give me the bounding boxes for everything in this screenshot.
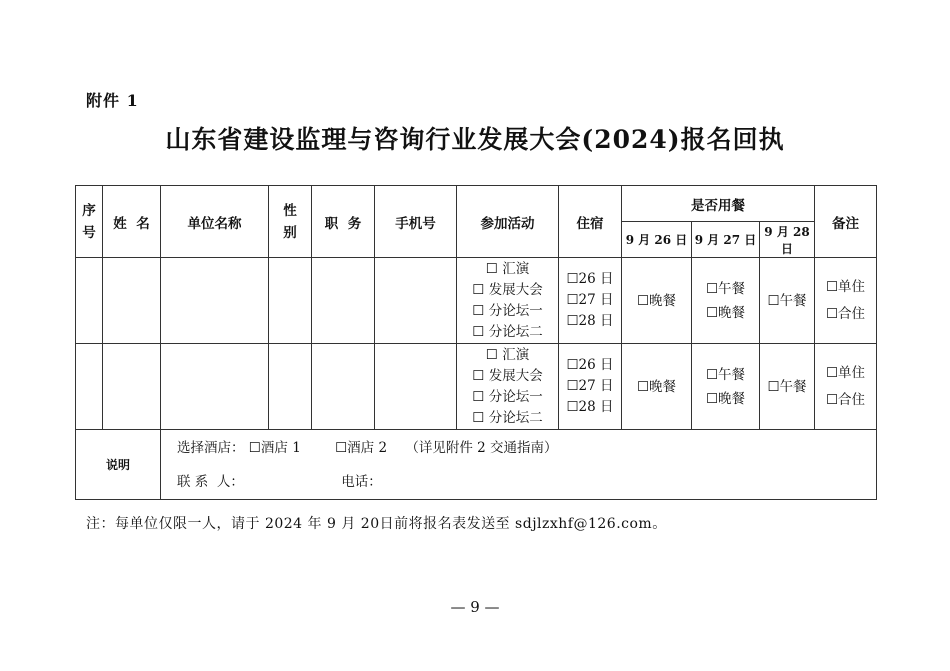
hotel-prefix: 选择酒店： — [177, 439, 245, 456]
cell-phone[interactable] — [375, 258, 457, 344]
explain-content — [161, 430, 877, 500]
attachment-label: 附件 1 — [86, 91, 139, 110]
header-unit: 单位名称 — [161, 186, 269, 258]
header-meal-date-27: 9 月 27 日 — [692, 222, 760, 258]
checkbox-meal-27-dinner[interactable]: ☐晚餐 — [705, 304, 746, 321]
checkbox-meal-27-dinner[interactable]: ☐晚餐 — [705, 390, 746, 407]
contact-label: 联 系 人： — [177, 473, 244, 490]
registration-table — [75, 185, 877, 500]
document-title: 山东省建设监理与咨询行业发展大会(2024)报名回执 — [165, 125, 785, 154]
cell-unit[interactable] — [161, 344, 269, 430]
cell-seq[interactable] — [76, 258, 103, 344]
checkbox-activity-forum-1[interactable]: ☐ 分论坛一 — [472, 302, 543, 319]
header-meal-date-28: 9 月 28 日 — [760, 222, 815, 258]
cell-meal-26 — [622, 258, 692, 344]
checkbox-shared-room[interactable]: ☐合住 — [825, 305, 866, 322]
cell-position[interactable] — [312, 344, 375, 430]
cell-gender[interactable] — [269, 344, 312, 430]
cell-name[interactable] — [103, 344, 161, 430]
checkbox-stay-26[interactable]: ☐26 日 — [566, 271, 614, 287]
checkbox-activity-show[interactable]: ☐ 汇演 — [485, 260, 530, 277]
checkbox-activity-show[interactable]: ☐ 汇演 — [485, 346, 530, 363]
cell-gender[interactable] — [269, 258, 312, 344]
cell-position[interactable] — [312, 258, 375, 344]
cell-meal-28 — [760, 258, 815, 344]
checkbox-meal-28-lunch[interactable]: ☐午餐 — [767, 378, 807, 395]
checkbox-meal-28-lunch[interactable]: ☐午餐 — [767, 292, 807, 309]
checkbox-meal-26-dinner[interactable]: ☐晚餐 — [636, 292, 677, 309]
table-row — [76, 344, 877, 430]
cell-name[interactable] — [103, 258, 161, 344]
explain-label: 说明 — [76, 430, 161, 500]
header-seq-line: 号 — [82, 224, 96, 241]
cell-phone[interactable] — [375, 344, 457, 430]
header-seq — [76, 186, 103, 258]
explain-row — [76, 430, 877, 500]
checkbox-stay-28[interactable]: ☐28 日 — [566, 313, 614, 329]
cell-meal-26 — [622, 344, 692, 430]
header-gender-line: 性 — [283, 202, 297, 219]
cell-remarks — [815, 344, 877, 430]
header-meal-date-26: 9 月 26 日 — [622, 222, 692, 258]
checkbox-activity-forum-2[interactable]: ☐ 分论坛二 — [472, 323, 543, 340]
checkbox-activity-forum-2[interactable]: ☐ 分论坛二 — [472, 409, 543, 426]
checkbox-activity-forum-1[interactable]: ☐ 分论坛一 — [472, 388, 543, 405]
checkbox-stay-27[interactable]: ☐27 日 — [566, 378, 614, 394]
header-gender-line: 别 — [283, 224, 297, 241]
header-phone: 手机号 — [375, 186, 457, 258]
checkbox-single-room[interactable]: ☐单住 — [825, 278, 866, 295]
checkbox-meal-27-lunch[interactable]: ☐午餐 — [705, 280, 746, 297]
checkbox-stay-27[interactable]: ☐27 日 — [566, 292, 614, 308]
cell-remarks — [815, 258, 877, 344]
checkbox-activity-conference[interactable]: ☐ 发展大会 — [472, 281, 543, 298]
cell-unit[interactable] — [161, 258, 269, 344]
hotel-note: （详见附件 2 交通指南） — [405, 439, 558, 456]
checkbox-stay-28[interactable]: ☐28 日 — [566, 399, 614, 415]
header-name: 姓 名 — [103, 186, 161, 258]
cell-meal-28 — [760, 344, 815, 430]
header-gender — [269, 186, 312, 258]
header-activities: 参加活动 — [457, 186, 559, 258]
table-row — [76, 258, 877, 344]
hotel-choice-line — [177, 431, 876, 465]
header-seq-line: 序 — [82, 202, 96, 219]
cell-meal-27 — [692, 258, 760, 344]
checkbox-activity-conference[interactable]: ☐ 发展大会 — [472, 367, 543, 384]
checkbox-meal-27-lunch[interactable]: ☐午餐 — [705, 366, 746, 383]
checkbox-hotel-2[interactable]: ☐酒店 2 — [335, 439, 388, 456]
header-remarks: 备注 — [815, 186, 877, 258]
cell-accommodation — [559, 258, 622, 344]
phone-label: 电话： — [341, 473, 382, 490]
cell-seq[interactable] — [76, 344, 103, 430]
checkbox-meal-26-dinner[interactable]: ☐晚餐 — [636, 378, 677, 395]
page-number: — 9 — — [450, 598, 500, 616]
checkbox-stay-26[interactable]: ☐26 日 — [566, 357, 614, 373]
checkbox-shared-room[interactable]: ☐合住 — [825, 391, 866, 408]
cell-activities — [457, 344, 559, 430]
cell-meal-27 — [692, 344, 760, 430]
checkbox-hotel-1[interactable]: ☐酒店 1 — [248, 439, 301, 456]
contact-line — [177, 465, 876, 499]
header-position: 职 务 — [312, 186, 375, 258]
cell-activities — [457, 258, 559, 344]
header-meals: 是否用餐 — [622, 186, 815, 222]
footnote: 注：每单位仅限一人，请于 2024 年 9 月 20日前将报名表发送至 sdjlzxhf@126.com。 — [86, 516, 667, 532]
cell-accommodation — [559, 344, 622, 430]
checkbox-single-room[interactable]: ☐单住 — [825, 364, 866, 381]
header-accommodation: 住宿 — [559, 186, 622, 258]
